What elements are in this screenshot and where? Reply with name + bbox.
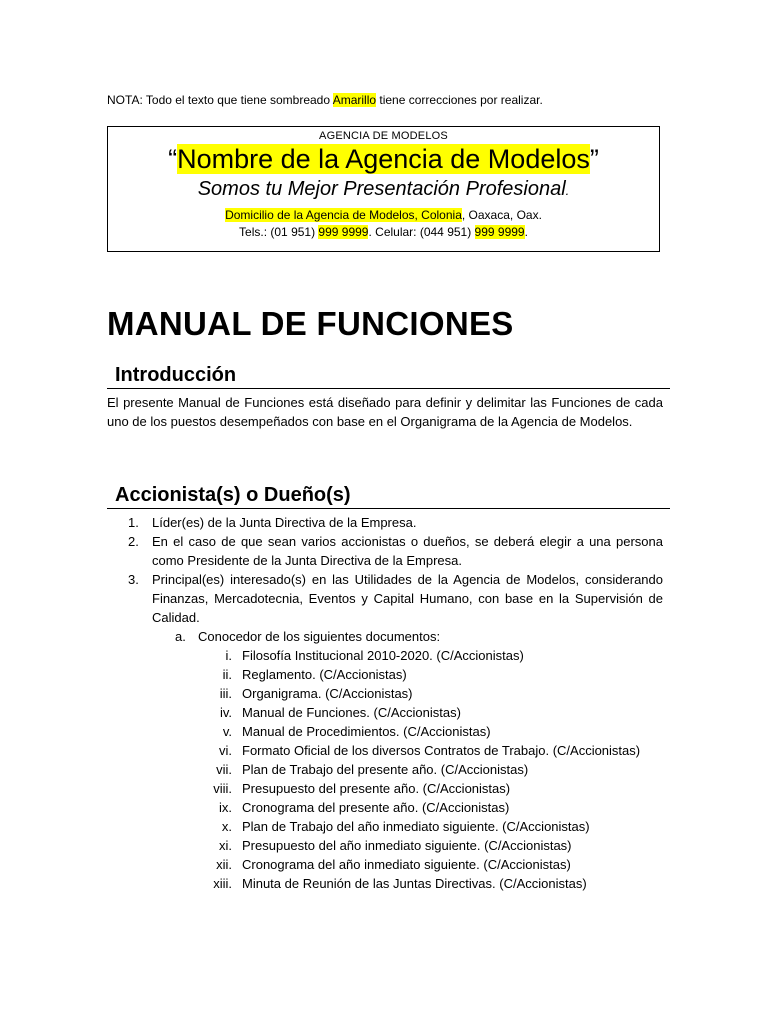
- agency-name-highlight: Nombre de la Agencia de Modelos: [177, 144, 590, 174]
- correction-note: [107, 93, 543, 107]
- document-roman-numeral: vii.: [216, 762, 232, 777]
- document-roman-numeral: xi.: [219, 838, 232, 853]
- document-name: Cronograma del presente año. (C/Accionistas): [242, 800, 510, 815]
- document-roman-numeral: ii.: [222, 667, 232, 682]
- item-number: 2.: [128, 534, 139, 549]
- sub-item-letter: a.: [175, 629, 186, 644]
- document-roman-numeral: ix.: [219, 800, 232, 815]
- item-number: 1.: [128, 515, 139, 530]
- agency-name: [108, 143, 659, 175]
- document-name: Plan de Trabajo del presente año. (C/Accionistas): [242, 762, 529, 777]
- document-name: Presupuesto del presente año. (C/Accionistas): [242, 781, 511, 796]
- document-title: MANUAL DE FUNCIONES: [107, 305, 514, 342]
- document-name: Manual de Procedimientos. (C/Accionistas): [242, 724, 491, 739]
- document-name: Formato Oficial de los diversos Contratos de Trabajo. (C/Accionistas): [242, 743, 641, 758]
- phone-prefix: Tels.: (01 951): [239, 225, 319, 239]
- list-item: [107, 532, 663, 570]
- close-quote: ”: [589, 144, 599, 174]
- list-item: [107, 570, 663, 627]
- document-name: Organigrama. (C/Accionistas): [242, 686, 413, 701]
- document-roman-numeral: viii.: [213, 781, 232, 796]
- cell-prefix: . Celular: (044 951): [368, 225, 475, 239]
- item-text: En el caso de que sean varios accionistas o dueños, se deberá elegir a una persona como Presidente de la Junta Directiva de la Empresa.: [152, 534, 663, 568]
- document-roman-numeral: vi.: [219, 743, 232, 758]
- note-text-end: tiene correcciones por realizar.: [376, 93, 543, 107]
- address-highlight: Domicilio de la Agencia de Modelos, Colonia: [225, 208, 462, 222]
- agency-address: [108, 207, 659, 224]
- document-name: Presupuesto del año inmediato siguiente. (C/Accionistas): [242, 838, 572, 853]
- document-name: Plan de Trabajo del año inmediato siguiente. (C/Accionistas): [242, 819, 590, 834]
- cell-number: 999 9999: [474, 225, 525, 239]
- list-item: [107, 513, 663, 532]
- phone-number: 999 9999: [318, 225, 369, 239]
- document-name: Minuta de Reunión de las Juntas Directivas. (C/Accionistas): [242, 876, 587, 891]
- owners-list: [107, 513, 663, 627]
- phone-end: .: [524, 225, 528, 239]
- document-roman-numeral: xiii.: [213, 876, 232, 891]
- document-name: Filosofía Institucional 2010-2020. (C/Accionistas): [242, 648, 524, 663]
- document-roman-numeral: iv.: [219, 705, 232, 720]
- document-name: Reglamento. (C/Accionistas): [242, 667, 407, 682]
- document-roman-numeral: xii.: [216, 857, 232, 872]
- address-city: , Oaxaca, Oax.: [461, 208, 542, 222]
- document-roman-numeral: i.: [225, 648, 232, 663]
- note-text: NOTA: Todo el texto que tiene sombreado: [107, 93, 333, 107]
- note-highlight-word: Amarillo: [332, 93, 377, 107]
- agency-label: AGENCIA DE MODELOS: [319, 130, 448, 142]
- item-number: 3.: [128, 572, 139, 587]
- item-text: Líder(es) de la Junta Directiva de la Empresa.: [152, 515, 417, 530]
- agency-slogan: [108, 176, 659, 204]
- sub-list: [107, 627, 440, 646]
- document-roman-numeral: v.: [222, 724, 232, 739]
- document-roman-numeral: iii.: [219, 686, 232, 701]
- sub-list-item: [107, 627, 440, 646]
- slogan-period: .: [565, 183, 570, 198]
- document-name: Manual de Funciones. (C/Accionistas): [242, 705, 461, 720]
- slogan-text: Somos tu Mejor Presentación Profesional: [197, 178, 566, 200]
- document-name: Cronograma del año inmediato siguiente. (C/Accionistas): [242, 857, 571, 872]
- open-quote: “: [168, 144, 178, 174]
- agency-phones: [108, 224, 659, 241]
- owners-heading: Accionista(s) o Dueño(s): [107, 484, 670, 509]
- item-text: Principal(es) interesado(s) en las Utilidades de la Agencia de Modelos, considerando Finanzas, Mercadotecnia, Eventos y Capital Humano, con base en la Supervisión de Calidad.: [152, 572, 663, 625]
- intro-heading: Introducción: [107, 364, 670, 389]
- sub-item-text: Conocedor de los siguientes documentos:: [198, 629, 441, 644]
- agency-header-box: [107, 126, 660, 252]
- intro-paragraph: El presente Manual de Funciones está diseñado para definir y delimitar las Funciones de cada uno de los puestos desempeñados con base en el Organigrama de la Agencia de Modelos.: [107, 395, 663, 429]
- document-roman-numeral: x.: [221, 819, 232, 834]
